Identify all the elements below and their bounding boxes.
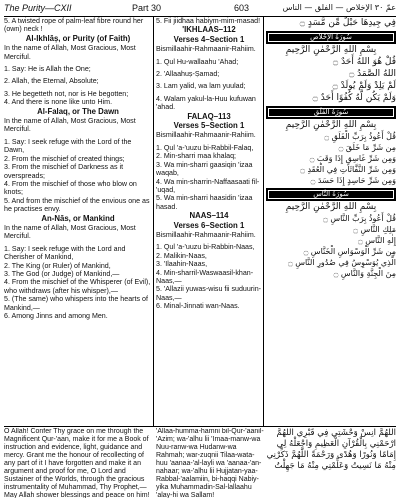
- arabic-verse: مَلِكِ النَّاسِ ۝: [353, 225, 396, 234]
- arabic-verse: قُلْ أَعُوذُ بِرَبِّ النَّاسِ ۝: [323, 214, 396, 223]
- basmala-translit: Bismillaahir-Rahmaanir-Rahiim.: [156, 131, 256, 140]
- verse-text: 5. Fii jiidhaa habiym-mim-masad!: [156, 17, 261, 25]
- prayer-transliteration: 'Allaa-humma-hamni bil-Qur-'aanil-'Azim; wa-'alhu lii 'Imaa-manw-wa Nuu-ranw-wa Hudanw-wa Rahmah; war-zuqnii Tilaa-wata-huu 'aanaa-'al-layli wa 'aanaa-'an-nahaar; wa-'alhu lii Hujjatan-yaa-Rabbal-'aalamiin, bi-haqqi Nabiy-yika Muhammadin-Sal-lallaahu 'alay-hi wa Sallam!: [156, 428, 264, 498]
- surah-banner-ikhlas: سُورَةُ الإِخْلاصِ: [266, 31, 396, 44]
- verse-text: 1. Qul Hu-wallaahu 'Ahad;: [156, 57, 239, 66]
- transliteration-column: [156, 17, 262, 425]
- surah-intro: In the name of Allah, Most Gracious, Most Merciful.: [4, 44, 136, 61]
- surah-intro: In the name of Allah, Most Gracious, Most Merciful.: [4, 223, 136, 241]
- bottom-divider: [4, 426, 396, 427]
- verse-text: 3. From the mischief of Darkness as it overspreads;: [4, 163, 124, 180]
- verse-text: 4. And there is none like unto Him.: [4, 98, 113, 107]
- verse-text: 2. Malikin-Naas,: [156, 251, 207, 260]
- surah-title-falaq: Al-Falaq, or The Dawn: [37, 106, 119, 116]
- verse-text: 5. Wa min-sharri haasidin 'izaa hasad.: [156, 194, 253, 211]
- surah-title-falaq: FALAQ–113: [187, 111, 231, 121]
- arabic-column: [266, 17, 396, 425]
- arabic-verse: مِن شَرِّ مَا خَلَقَ ۝: [338, 143, 396, 152]
- surah-banner-nas: سُورَةُ النَّاسِ: [266, 188, 396, 201]
- verse-text: 3. The God (or Judge) of Mankind,—: [4, 269, 120, 278]
- surah-banner-falaq: سُورَةُ الفَلَقِ: [266, 106, 396, 119]
- verse-text: 3. 'Ilaahin-Naas,: [156, 260, 208, 269]
- basmala-arabic: بِسْمِ اللهِ الرَّحْمٰنِ الرَّحِيمِ: [285, 120, 377, 130]
- surah-section: Verses 4–Section 1: [173, 34, 245, 44]
- arabic-verse: مِنَ الْجِنَّةِ وَالنَّاسِ ۝: [333, 269, 396, 278]
- verse-text: 2. From the mischief of created things;: [4, 154, 125, 163]
- verse-text: 3. He begetteth not, nor is He begotten;: [4, 89, 129, 98]
- basmala-translit: Bismillaahir-Rahmaanir-Rahiim.: [156, 45, 256, 54]
- arabic-verse: وَمِن شَرِّ حَاسِدٍ إِذَا حَسَدَ ۝: [310, 176, 396, 185]
- page-number: 603: [234, 3, 250, 13]
- verse-text: 5. (The same) who whispers into the hearts of Mankind,—: [4, 295, 148, 312]
- column-divider-right: [263, 17, 264, 426]
- surah-title-nas: An-Nās, or Mankind: [41, 213, 115, 223]
- arabic-verse: الَّذِي يُوَسْوِسُ فِي صُدُورِ النَّاسِ ۝: [288, 258, 396, 267]
- verse-text: 4. From the mischief of the Whisperer (of Evil), who withdraws (after his whisper),—: [4, 278, 151, 295]
- arabic-verse: إِلٰهِ النَّاسِ ۝: [358, 236, 396, 245]
- surah-intro: In the name of Allah, Most Gracious, Most Merciful.: [4, 117, 136, 134]
- basmala-translit: Bismillaahir-Rahmaanir-Rahiim.: [156, 230, 256, 239]
- verse-text: 2. Allah, the Eternal, Absolute;: [4, 77, 99, 86]
- basmala-arabic: بِسْمِ اللهِ الرَّحْمٰنِ الرَّحِيمِ: [285, 45, 377, 55]
- surah-title-nas: NAAS–114: [189, 211, 229, 221]
- verse-text: 1. Qul 'a-'uuzu bi-Rabbil-Falaq,: [156, 143, 254, 152]
- header-part: Part 30: [132, 3, 162, 13]
- verse-text: 4. From the mischief of those who blow on knots;: [4, 179, 137, 197]
- page-header: [4, 2, 396, 17]
- prayer-arabic: اللَّهُمَّ آنِسْ وَحْشَتِي فِي قَبْرِي اللَّهُمَّ ارْحَمْنِي بِالْقُرْآنِ الْعَظِيمِ وَاجْعَلْهُ لِي إِمَامًا وَنُورًا وَهُدًى وَرَحْمَةً اللَّهُمَّ ذَكِّرْنِي مِنْهُ مَا نَسِيتُ وَعَلِّمْنِي مِنْهُ مَا جَهِلْتُ: [266, 428, 396, 471]
- verse-text: 1. Say: I seek refuge with the Lord of the Dawn,: [4, 137, 132, 155]
- closing-prayer: [4, 428, 396, 498]
- column-divider-left: [153, 17, 154, 426]
- verse-text: 4. Walam yakul-la-Huu kufuwan 'ahad.: [156, 94, 256, 112]
- arabic-verse: مِن شَرِّ الْوَسْوَاسِ الْخَنَّاسِ ۝: [303, 247, 396, 256]
- verse-text: 1. Qul 'a-'uuzu bi-Rabbin-Naas,: [156, 243, 255, 252]
- verse-text: 1. Say: He is Allah the One;: [4, 65, 91, 74]
- verse-text: 3. Wa min-sharri gaasiqin 'izaa waqab,: [156, 160, 253, 178]
- surah-title-ikhlas: Al-Ikhlāṣ, or Purity (of Faith): [25, 33, 131, 43]
- verse-text: 3. Lam yalid, wa lam yuulad;: [156, 82, 246, 91]
- verse-text: 5. And from the mischief of the envious one as he practises envy.: [4, 196, 150, 214]
- verse-text: 2. 'Allaahuṣ-Ṣamad;: [156, 70, 220, 79]
- verse-text: 6. Among Jinns and among Men.: [4, 312, 108, 320]
- header-left-title: The Purity—CXII: [4, 3, 72, 13]
- arabic-verse: قُلْ هُوَ اللهُ أَحَدٌ ۝: [332, 57, 396, 67]
- arabic-verse: لَمْ يَلِدْ وَلَمْ يُولَدْ ۝: [332, 81, 396, 91]
- surah-section: Verses 5–Section 1: [173, 121, 245, 131]
- basmala-arabic: بِسْمِ اللهِ الرَّحْمٰنِ الرَّحِيمِ: [285, 202, 377, 212]
- header-arabic-title: عمّ ٣٠ الإخلاص — الفلق — الناس: [282, 3, 396, 12]
- arabic-verse: وَمِن شَرِّ النَّفَّاثَاتِ فِي الْعُقَدِ ۝: [300, 165, 396, 174]
- prayer-translation: O Allah! Confer Thy grace on me through the Magnificent Qur-'aan, make it for me a Book of instruction and evidence, light, guidance and mercy. Grant me the honour of recollecting of any part of it I have forgotten and make it an argument and proof for me, O Lord and Sustainer of the Worlds, through the gracious instrumentality of Muhammad, Thy Prophet,—May Allah shower blessings and peace on him!: [4, 428, 150, 498]
- surah-section: Verses 6–Section 1: [173, 220, 245, 230]
- arabic-verse: وَلَمْ يَكُن لَّهُ كُفُوًا أَحَدٌ ۝: [312, 93, 396, 103]
- verse-text: 4. Wa min-sharrin-Naffaasaati fil-'uqad,: [156, 177, 260, 194]
- surah-title-ikhlas: 'IKHLAAS–112: [182, 25, 236, 35]
- verse-text: 4. Min-sharril-Waswaasil-khan-Naas,—: [156, 268, 254, 285]
- verse-text: 1. Say: I seek refuge with the Lord and Cherisher of Mankind,: [4, 244, 126, 262]
- arabic-verse: فِي جِيدِهَا حَبْلٌ مِّن مَّسَدٍ ۝: [299, 18, 396, 28]
- verse-text: 6. Minal-Jinnati wan-Naas.: [156, 302, 240, 311]
- arabic-verse: قُلْ أَعُوذُ بِرَبِّ الْفَلَقِ ۝: [324, 132, 396, 141]
- translation-column: [4, 17, 152, 425]
- verse-text: 2. The King (or Ruler) of Mankind,: [4, 261, 111, 270]
- verse-text: 2. Min-sharri maa khalaq;: [156, 152, 237, 161]
- verse-text: 5. A twisted rope of palm-leaf fibre round her (own) neck !: [4, 17, 144, 34]
- arabic-verse: اللهُ الصَّمَدُ ۝: [348, 69, 396, 79]
- arabic-verse: وَمِن شَرِّ غَاسِقٍ إِذَا وَقَبَ ۝: [309, 154, 396, 163]
- verse-text: 5. 'Allazii yuwas-wisu fii suduurin-Naas,—: [156, 285, 262, 302]
